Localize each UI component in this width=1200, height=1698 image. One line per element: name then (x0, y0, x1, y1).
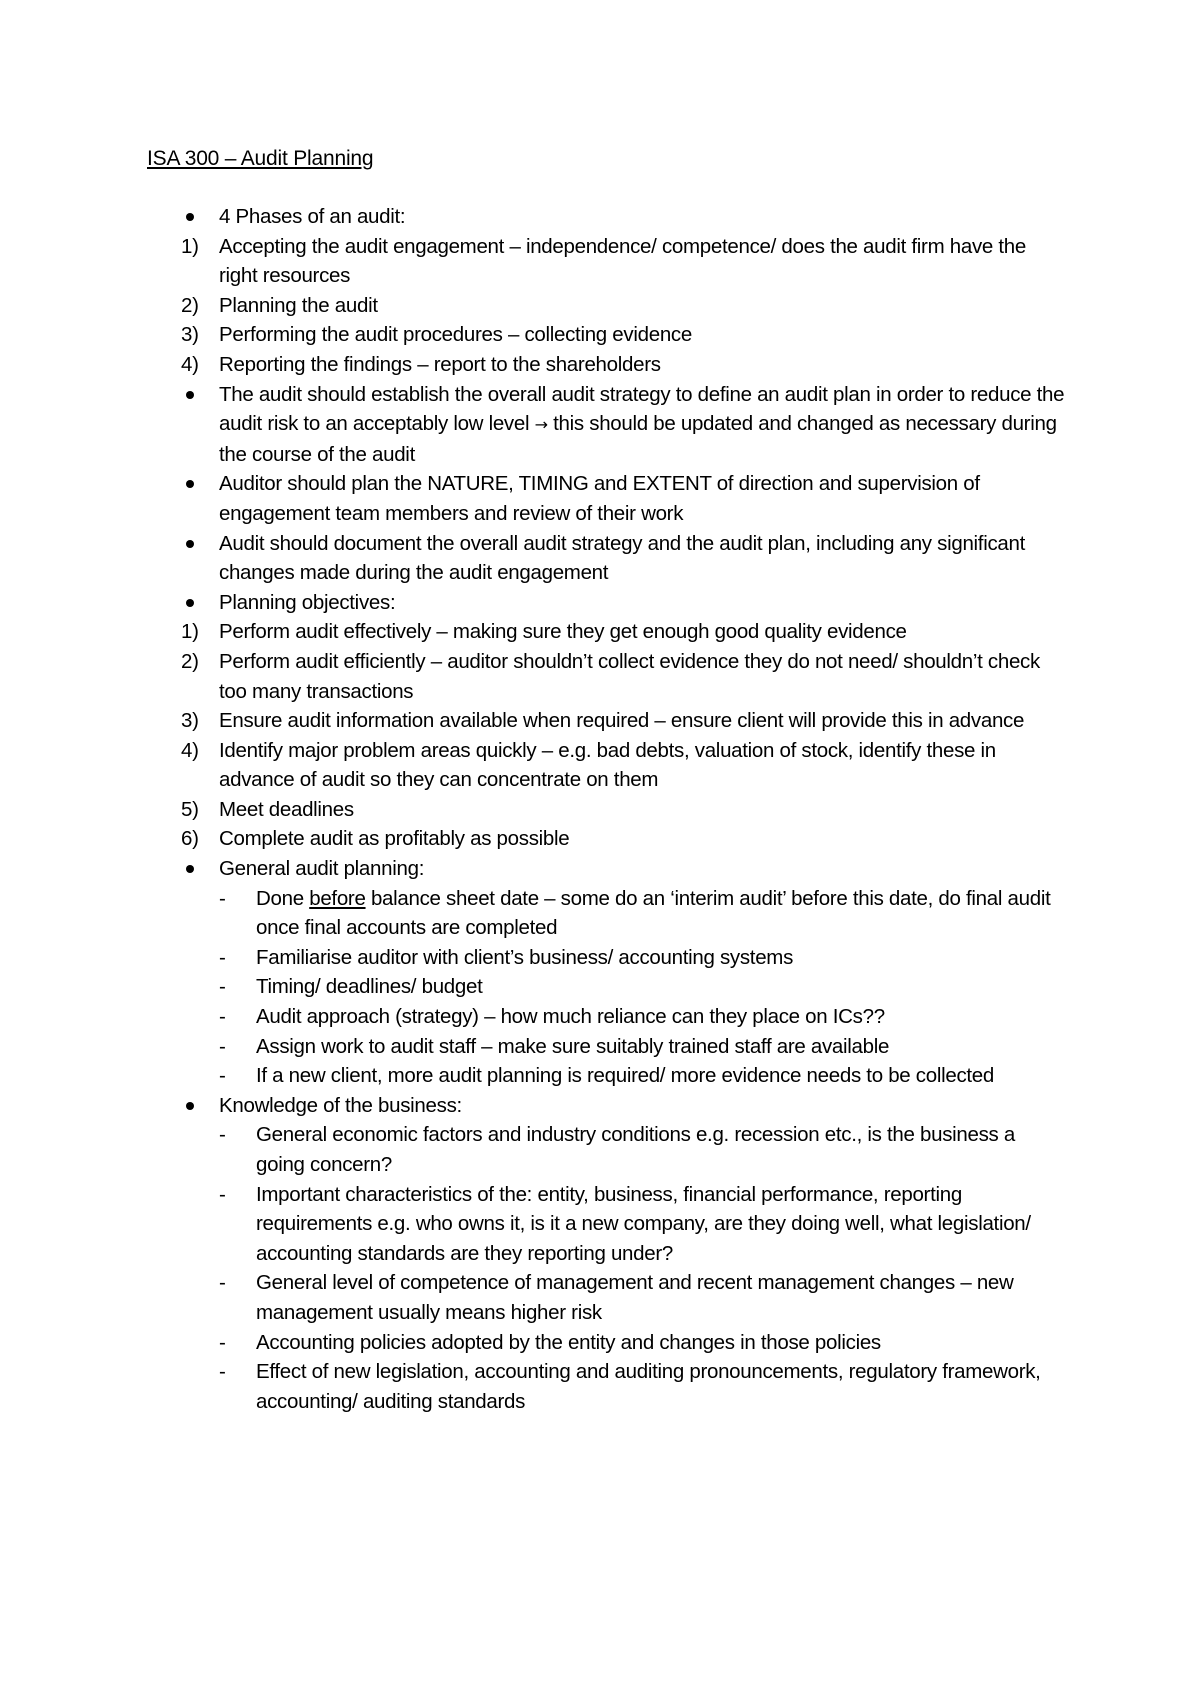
document-body (0, 202, 1200, 1416)
dash-item (0, 1328, 1066, 1358)
dash-item (0, 1268, 1066, 1327)
item-text: Perform audit effectively – making sure they get enough good quality evidence (219, 620, 907, 644)
numbered-item (0, 647, 1069, 706)
dash-item (0, 943, 1066, 973)
item-number: 2) (181, 649, 199, 673)
knowledge-heading: Knowledge of the business: (219, 1093, 462, 1117)
dash-marker: - (219, 1005, 226, 1029)
dash-item (0, 1002, 1066, 1032)
numbered-item (0, 350, 1069, 380)
bullet-icon (186, 865, 194, 873)
item-text: Performing the audit procedures – collecting evidence (219, 323, 692, 347)
item-text: Ensure audit information available when required – ensure client will provide this in advance (219, 709, 1025, 733)
dash-item (0, 1357, 1066, 1416)
item-text: Accounting policies adopted by the entity and changes in those policies (256, 1330, 881, 1354)
item-text: Effect of new legislation, accounting and auditing pronouncements, regulatory framework, accounting/ auditing standards (256, 1360, 1041, 1413)
item-number: 3) (181, 709, 199, 733)
item-text: Timing/ deadlines/ budget (256, 975, 483, 999)
numbered-item (0, 795, 1069, 825)
bullet-text: Auditor should plan the NATURE, TIMING and EXTENT of direction and supervision of engagement team members and review of their work (219, 472, 980, 525)
item-number: 3) (181, 323, 199, 347)
dash-item (0, 972, 1066, 1002)
strategy-text-a: The audit should establish the overall audit strategy to define an audit plan in order to reduce the audit risk to an acceptably low level (219, 382, 1065, 436)
bullet-icon (186, 599, 194, 607)
item-text-pre: Done (256, 886, 310, 910)
item-text-post: balance sheet date – some do an ‘interim audit’ before this date, do final audit once final accounts are completed (256, 886, 1051, 940)
item-text: Planning the audit (219, 293, 378, 317)
dash-marker: - (219, 1360, 226, 1384)
bullet-item-phases (0, 202, 1069, 232)
dash-marker: - (219, 1034, 226, 1058)
item-text: Identify major problem areas quickly – e.g. bad debts, valuation of stock, identify these in advance of audit so they can concentrate on them (219, 738, 996, 792)
bullet-icon (186, 391, 194, 399)
dash-item (0, 1061, 1066, 1091)
item-text: Audit approach (strategy) – how much reliance can they place on ICs?? (256, 1005, 885, 1029)
bullet-item-nature (0, 469, 1069, 528)
item-text: If a new client, more audit planning is required/ more evidence needs to be collected (256, 1064, 995, 1088)
item-number: 4) (181, 738, 199, 762)
dash-item (0, 1120, 1066, 1179)
bullet-icon (186, 540, 194, 548)
dash-marker: - (219, 1271, 226, 1295)
numbered-item (0, 824, 1069, 854)
numbered-item (0, 291, 1069, 321)
bullet-item-objectives (0, 588, 1069, 618)
bullet-item-document (0, 529, 1069, 588)
numbered-item (0, 232, 1069, 291)
item-text: Perform audit efficiently – auditor shouldn’t collect evidence they do not need/ shouldn’t check too many transactions (219, 649, 1040, 703)
phases-heading: 4 Phases of an audit: (219, 205, 406, 228)
item-number: 5) (181, 797, 199, 821)
dash-item (0, 1032, 1066, 1062)
item-text: Meet deadlines (219, 797, 354, 821)
item-number: 1) (181, 234, 199, 258)
dash-marker: - (219, 1330, 226, 1354)
bullet-item-knowledge (0, 1091, 1069, 1121)
objectives-heading: Planning objectives: (219, 590, 396, 614)
bullet-icon (186, 213, 194, 221)
item-text: Complete audit as profitably as possible (219, 827, 570, 851)
item-text: General economic factors and industry conditions e.g. recession etc., is the business a going concern? (256, 1123, 1016, 1176)
item-number: 6) (181, 827, 199, 851)
item-text: Familiarise auditor with client’s business/ accounting systems (256, 945, 794, 969)
dash-marker: - (219, 975, 226, 999)
dash-item (0, 884, 1066, 943)
item-text: Reporting the findings – report to the shareholders (219, 352, 661, 376)
dash-item (0, 1180, 1066, 1269)
dash-marker: - (219, 945, 226, 969)
bullet-icon (186, 480, 194, 488)
numbered-item (0, 706, 1069, 736)
numbered-item (0, 736, 1069, 795)
dash-marker: - (219, 1182, 226, 1206)
document-title: ISA 300 – Audit Planning (147, 147, 374, 170)
dash-marker: - (219, 886, 226, 910)
item-text: Important characteristics of the: entity, business, financial performance, reporting requirements e.g. who owns it, is it a new company, are they doing well, what legislation/ accounting standards are they reporting under? (256, 1182, 1031, 1265)
item-number: 2) (181, 293, 199, 317)
bullet-text: Audit should document the overall audit strategy and the audit plan, including any significant changes made during the audit engagement (219, 531, 1026, 585)
item-text: Assign work to audit staff – make sure suitably trained staff are available (256, 1034, 890, 1058)
item-number: 4) (181, 352, 199, 376)
dash-marker: - (219, 1123, 226, 1147)
dash-marker: - (219, 1064, 226, 1088)
bullet-item-general (0, 854, 1069, 884)
general-heading: General audit planning: (219, 857, 425, 881)
strategy-text-b: this should be updated and changed as necessary during the course of the audit (219, 412, 1057, 466)
bullet-item-strategy (0, 380, 1069, 470)
item-number: 1) (181, 620, 199, 644)
numbered-item (0, 617, 1069, 647)
item-text: General level of competence of management and recent management changes – new management usually means higher risk (256, 1271, 1014, 1324)
bullet-icon (186, 1102, 194, 1110)
underlined-word: before (309, 886, 366, 910)
item-text: Accepting the audit engagement – independence/ competence/ does the audit firm have the right resources (219, 234, 1027, 288)
arrow-icon: → (534, 415, 548, 435)
numbered-item (0, 320, 1069, 350)
